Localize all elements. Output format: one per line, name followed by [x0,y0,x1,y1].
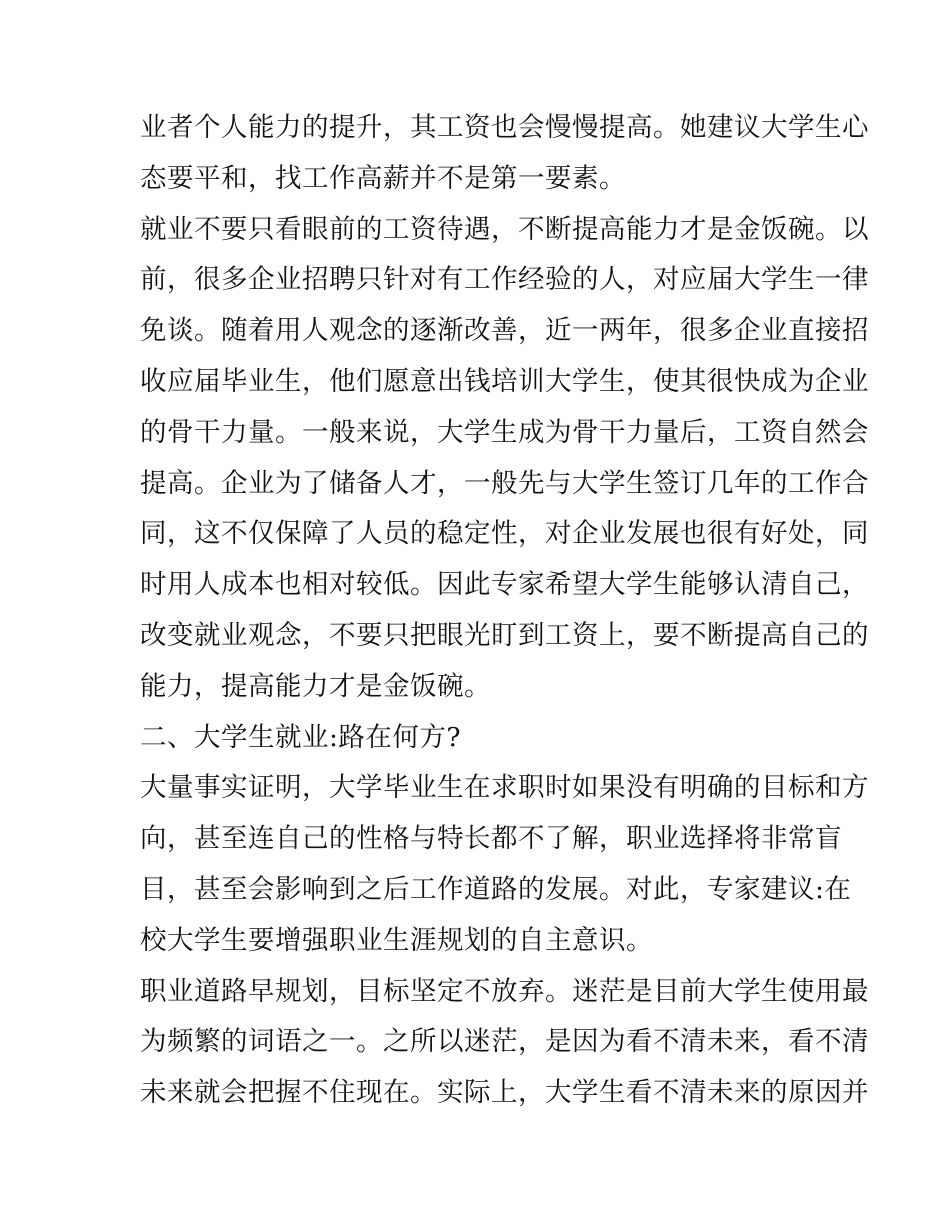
text-line: 校大学生要增强职业生涯规划的自主意识。 [140,924,653,956]
text-line: 收应届毕业生，他们愿意出钱培训大学生，使其很快成为企业 [140,365,869,397]
text-line: 目，甚至会影响到之后工作道路的发展。对此，专家建议:在 [140,873,852,905]
text-line: 向，甚至连自己的性格与特长都不了解，职业选择将非常盲 [140,823,842,855]
text-line: 同，这不仅保障了人员的稳定性，对企业发展也很有好处，同 [140,518,869,550]
text-line: 职业道路早规划，目标坚定不放弃。迷茫是目前大学生使用最 [140,975,869,1007]
text-line: 免谈。随着用人观念的逐渐改善，近一两年，很多企业直接招 [140,315,869,347]
text-line: 大量事实证明，大学毕业生在求职时如果没有明确的目标和方 [140,772,869,804]
text-line: 就业不要只看眼前的工资待遇，不断提高能力才是金饭碗。以 [140,213,869,245]
text-line: 未来就会把握不住现在。实际上，大学生看不清未来的原因并 [140,1077,869,1109]
text-line: 改变就业观念，不要只把眼光盯到工资上，要不断提高自己的 [140,619,869,651]
text-line: 前，很多企业招聘只针对有工作经验的人，对应届大学生一律 [140,264,869,296]
text-line: 业者个人能力的提升，其工资也会慢慢提高。她建议大学生心 [140,112,869,143]
text-line: 能力，提高能力才是金饭碗。 [140,670,491,702]
text-line: 的骨干力量。一般来说，大学生成为骨干力量后，工资自然会 [140,416,869,448]
text-line: 时用人成本也相对较低。因此专家希望大学生能够认清自己， [140,569,869,601]
text-line: 提高。企业为了储备人才，一般先与大学生签订几年的工作合 [140,467,869,499]
text-line: 为频繁的词语之一。之所以迷茫，是因为看不清未来，看不清 [140,1026,869,1058]
section-heading: 二、大学生就业:路在何方? [140,721,462,753]
document-body [140,103,869,1119]
text-line: 态要平和，找工作高薪并不是第一要素。 [140,162,626,194]
